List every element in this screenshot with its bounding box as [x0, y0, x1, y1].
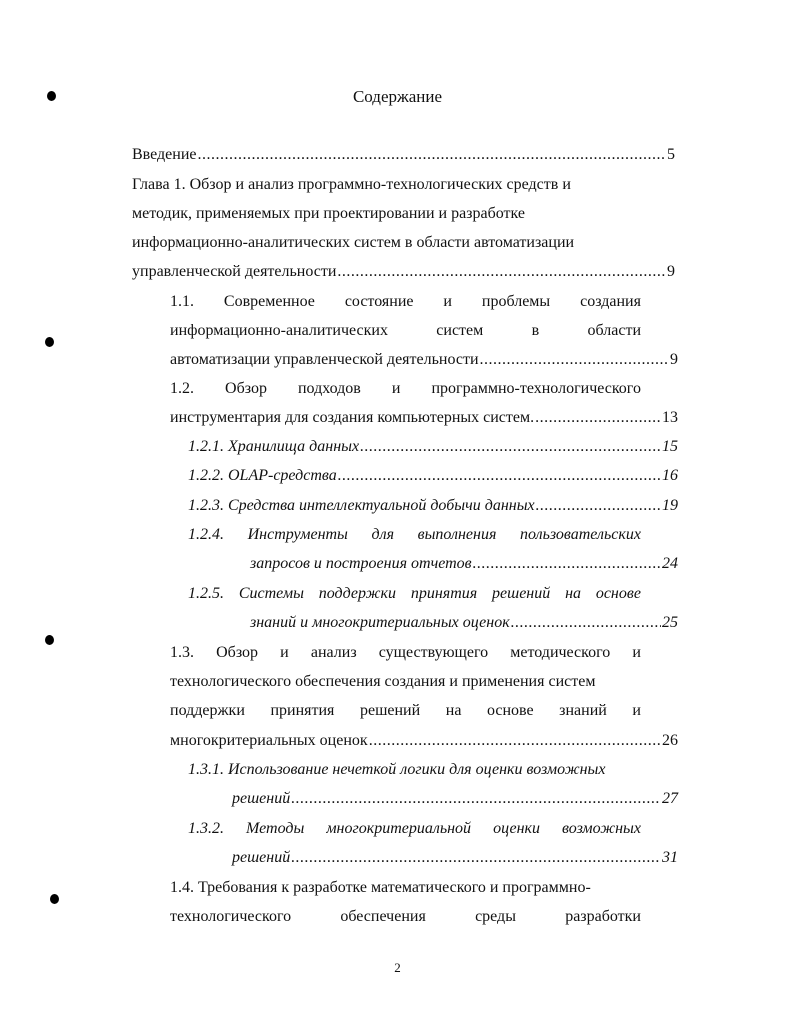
- toc-entry-text: Введение: [132, 146, 197, 163]
- toc-page-number: 19: [662, 497, 678, 514]
- toc-section-1-3-line[interactable]: поддержки принятия решений на основе знаний и: [170, 702, 641, 719]
- toc-page-number: 27: [662, 790, 678, 807]
- leader-dots: [291, 789, 661, 809]
- toc-chapter-1-line[interactable]: Глава 1. Обзор и анализ программно-технологических средств и: [132, 176, 571, 193]
- toc-page-number: 16: [662, 467, 678, 484]
- margin-dot: [45, 635, 54, 645]
- toc-entry-text: решений: [232, 790, 291, 807]
- toc-subsection-1-3-2-line[interactable]: 1.3.2. Методы многокритериальной оценки возможных: [188, 820, 641, 837]
- page-number: 2: [394, 960, 401, 975]
- toc-page-number: 9: [667, 263, 675, 280]
- toc-entry-text: запросов и построения отчетов: [250, 555, 472, 572]
- toc-section-1-3-line[interactable]: 1.3. Обзор и анализ существующего методического и: [170, 644, 641, 661]
- toc-page-number: 31: [662, 849, 678, 866]
- toc-page-number: 9: [670, 351, 678, 368]
- toc-subsection-1-2-5-last[interactable]: [250, 613, 678, 633]
- leader-dots: [198, 145, 667, 165]
- toc-entry-text: инструментария для создания компьютерных систем.: [170, 409, 535, 426]
- toc-section-1-4-line[interactable]: 1.4. Требования к разработке математического и программно-: [170, 879, 591, 896]
- leader-dots: [536, 496, 661, 516]
- leader-dots: [291, 848, 661, 868]
- toc-page-number: 25: [662, 614, 678, 631]
- margin-dot: [45, 337, 54, 347]
- toc-subsection-1-2-2[interactable]: [188, 466, 678, 486]
- toc-chapter-1-last[interactable]: [132, 262, 675, 282]
- toc-section-1-1-line[interactable]: информационно-аналитических систем в области: [170, 322, 641, 339]
- toc-chapter-1-line[interactable]: информационно-аналитических систем в области автоматизации: [132, 234, 575, 251]
- leader-dots: [369, 731, 661, 751]
- leader-dots: [473, 554, 661, 574]
- toc-subsection-1-2-4-last[interactable]: [250, 554, 678, 574]
- leader-dots: [337, 262, 666, 282]
- page-title: Содержание: [352, 87, 443, 106]
- leader-dots: [535, 408, 661, 428]
- leader-dots: [360, 437, 661, 457]
- toc-page-number: 26: [662, 732, 678, 749]
- toc-page-number: 24: [662, 555, 678, 572]
- toc-entry-text: знаний и многокритериальных оценок: [250, 614, 510, 631]
- toc-subsection-1-2-1[interactable]: [188, 437, 678, 457]
- toc-section-1-1-last[interactable]: [170, 350, 678, 370]
- toc-page-number: 13: [662, 409, 678, 426]
- leader-dots: [480, 350, 669, 370]
- toc-entry-text: управленческой деятельности: [132, 263, 337, 280]
- toc-entry-text: 1.2.1. Хранилища данных: [188, 438, 360, 455]
- toc-subsection-1-2-3[interactable]: [188, 496, 678, 516]
- toc-subsection-1-3-1-line[interactable]: 1.3.1. Использование нечеткой логики для оценки возможных: [188, 761, 606, 778]
- toc-entry-text: 1.2.2. OLAP-средства: [188, 467, 337, 484]
- toc-entry-intro[interactable]: [132, 145, 675, 165]
- toc-entry-text: автоматизации управленческой деятельности: [170, 351, 479, 368]
- toc-chapter-1-line[interactable]: методик, применяемых при проектировании и разработке: [132, 205, 525, 222]
- margin-dot: [50, 894, 59, 904]
- toc-subsection-1-2-5-line[interactable]: 1.2.5. Системы поддержки принятия решений на основе: [188, 585, 641, 602]
- toc-section-1-2-last[interactable]: [170, 408, 678, 428]
- toc-page-number: 15: [662, 438, 678, 455]
- toc-entry-text: 1.2.3. Средства интеллектуальной добычи данных: [188, 497, 535, 514]
- toc-entry-text: многокритериальных оценок: [170, 732, 368, 749]
- leader-dots: [338, 466, 661, 486]
- toc-subsection-1-2-4-line[interactable]: 1.2.4. Инструменты для выполнения пользовательских: [188, 526, 641, 543]
- toc-section-1-4-line[interactable]: технологического обеспечения среды разработки: [170, 908, 641, 925]
- toc-section-1-2-line[interactable]: 1.2. Обзор подходов и программно-технологического: [170, 380, 641, 397]
- toc-page-number: 5: [667, 146, 675, 163]
- toc-subsection-1-3-1-last[interactable]: [232, 789, 678, 809]
- toc-section-1-3-last[interactable]: [170, 731, 678, 751]
- toc-section-1-1-line[interactable]: 1.1. Современное состояние и проблемы создания: [170, 293, 641, 310]
- toc-subsection-1-3-2-last[interactable]: [232, 848, 678, 868]
- toc-entry-text: решений: [232, 849, 291, 866]
- leader-dots: [511, 613, 661, 633]
- toc-section-1-3-line[interactable]: технологического обеспечения создания и применения систем: [170, 673, 596, 690]
